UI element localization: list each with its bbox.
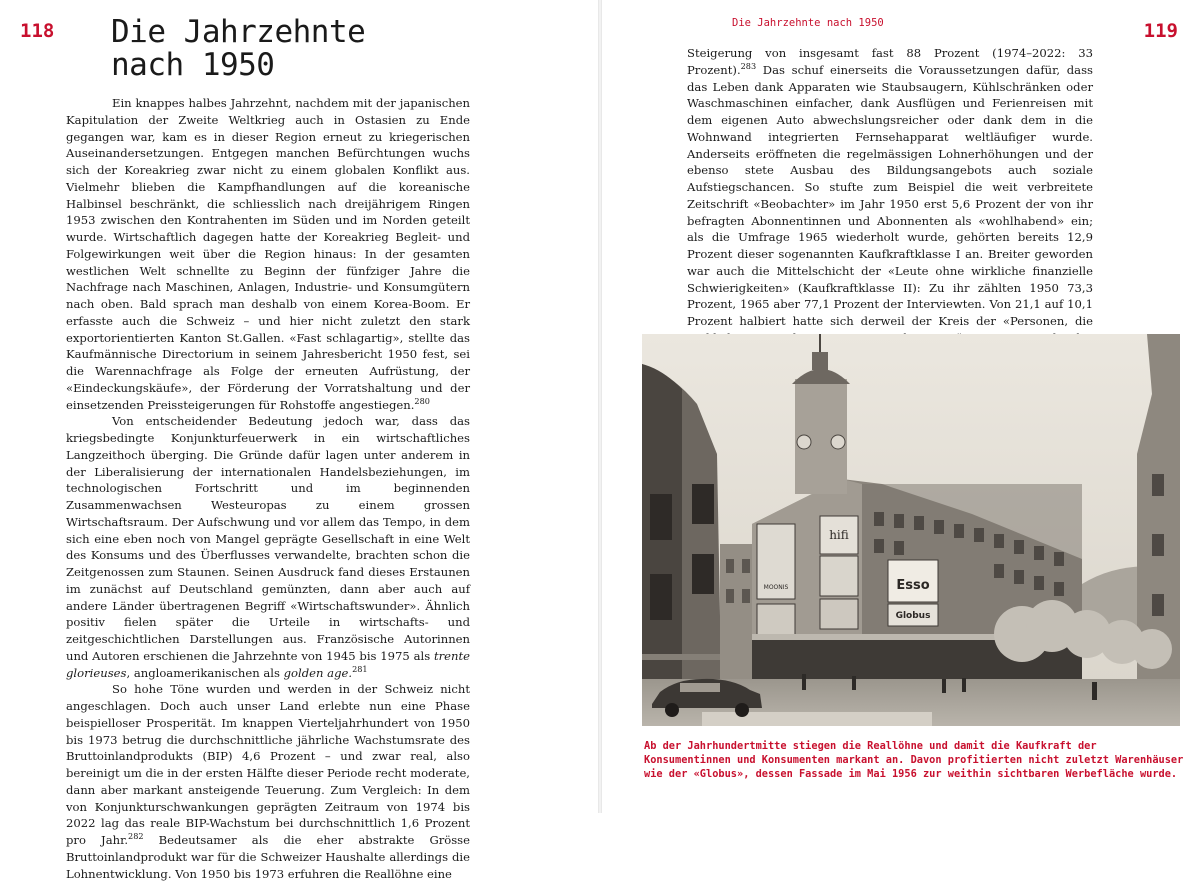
photo-bg-window [726, 589, 734, 603]
right-body-text [687, 45, 1093, 363]
paragraph-2-text-a: Von entscheidender Bedeutung jedoch war, dass das kriegsbedingte Konjunkturfeuerwerk in ein wirtschaftliches Langzeithoch überging. Die Gründe dafür lagen unter anderem in der Liberalisierung der internationalen Handelsbeziehungen, im technologischen Fortschritt und im beginnenden Zusammenwachsen Westeuropas zu einem grossen Wirtschaftsraum. Der Aufschwung und vor allem das Tempo, in dem sich eine eben noch von Mangel geprägte Gesellschaft in eine Welt des Konsums und des Überflusses verwandelte, brachten schon die Zeitgenossen zum Staunen. Seinen Ausdruck fand dieses Erstaunen im zunächst auf Deutschland gemünzten, dann aber auch auf andere Länder übertragenen Begriff «Wirtschaftswunder». Ähnlich positiv fielen später die Urteile in wirtschafts- und zeitgeschichtlichen Darstellungen aus. Französische Autorinnen und Autoren erschienen die Jahrzehnte von 1945 bis 1975 als [66, 414, 470, 663]
paragraph-2 [66, 413, 470, 681]
photo-sign-globus: Globus [895, 611, 931, 621]
left-body-text [66, 95, 470, 882]
photo-bg-window [742, 559, 750, 573]
paragraph-3 [66, 681, 470, 882]
running-head: Die Jahrzehnte nach 1950 [732, 17, 884, 29]
paragraph-1-text: Ein knappes halbes Jahrzehnt, nachdem mit der japanischen Kapitulation der Zweite Weltkrieg auch in Ostasien zu Ende gegangen war, kam es in dieser Region erneut zu kriegerischen Auseinandersetzungen. Entgegen manchen Befürchtungen wuchs sich der Koreakrieg zwar nicht zu einem globalen Konflikt aus. Vielmehr blieben die Kampfhandlungen auf die koreanische Halbinsel beschränkt, die schliesslich nach dreijährigem Ringen 1953 zwischen den Kontrahenten im Süden und im Norden geteilt wurde. Wirtschaftlich dagegen hatte der Koreakrieg Begleit- und Folgewirkungen weit über die Region hinaus: In der gesamten westlichen Welt schnellte zu Beginn der fünfziger Jahre die Nachfrage nach Maschinen, Anlagen, Industrie- und Konsumgütern nach oben. Bald sprach man deshalb von einem Korea-Boom. Er erfasste auch die Schweiz – und hier nicht zuletzt den stark exportorientierten Kanton St.Gallen. «Fast schlagartig», stellte das Kaufmännische Directorium in seinem Jahresbericht 1950 fest, sei die Warennachfrage als Folge der erneuten Aufrüstung, der «Eindeckungskäufe», der Förderung der Vorratshaltung und der einsetzenden Preissteigerungen für Rohstoffe angestiegen. [66, 96, 470, 412]
page-number-right: 119 [1143, 20, 1178, 42]
paragraph-2-italic-1: trente glorieuses [66, 648, 470, 680]
footnote-ref-280[interactable]: 280 [414, 395, 430, 406]
photo-sign-moonis: MOONIS [763, 584, 789, 591]
historic-street-photo [642, 334, 1180, 726]
page-number-left: 118 [20, 20, 55, 42]
photo-caption: Ab der Jahrhundertmitte stiegen die Reallöhne und damit die Kaufkraft der Konsumentinnen und Konsumenten markant an. Davon profitierten nicht zuletzt Warenhäuser wie der «Globus», dessen Fassade im Mai 1956 zur weithin sichtbaren Werbefläche wurde. [644, 740, 1184, 780]
photo-sign-hifi: hifi [829, 528, 849, 542]
footnote-ref-283[interactable]: 283 [740, 60, 757, 71]
footnote-ref-282[interactable]: 282 [128, 831, 144, 842]
photo-bg-window [742, 589, 750, 603]
left-page [0, 0, 598, 881]
continuation-text-b: Das schuf einerseits die Voraussetzungen dafür, dass das Leben dank Apparaten wie Staubsaugern, Kühlschränken oder Waschmaschinen einfacher, dank Ausflügen und Ferienreisen mit dem eigenen Auto abwechslungsreicher oder dank dem in die Wohnwand integrierten Fernsehapparat weltläufiger wurde. Anderseits eröffneten die regelmässigen Lohnerhöhungen und der ebenso stete Ausbau des Bildungsangebots auch soziale Aufstiegschancen. So stufte zum Beispiel die weit verbreitete Zeitschrift «Beobachter» im Jahr 1950 erst 5,6 Prozent der von ihr befragten Abonnentinnen und Abonnenten als «wohlhabend» ein; als die Umfrage 1965 wiederholt wurde, gehörten bereits 12,9 Prozent dieser sogenannten Kaufkraftklasse I an. Breiter geworden war auch die Mittelschicht der «Leute ohne wirkliche finanzielle Schwierigkeiten» (Kaufkraftklasse II): Zu ihr zählten 1950 73,3 Prozent, 1965 aber 77,1 Prozent der Interviewten. Von 21,1 auf 10,1 Prozent halbiert hatte sich derweil der Kreis der «Personen, die [687, 62, 1093, 328]
paragraph-3-text: So hohe Töne wurden und werden in der Schweiz nicht angeschlagen. Doch auch unser Land erlebte nun eine Phase beispielloser Prosperität. Im knappen Vierteljahrhundert von 1950 bis 1973 betrug die durchschnittliche jährliche Wachstumsrate des Bruttoinlandprodukts (BIP) 4,6 Prozent – und zwar real, also bereinigt um die in der ersten Hälfte dieser Periode recht moderate, dann aber markant ansteigende Teuerung. Zum Vergleich: In dem von Konjunkturschwankungen geprägten Zeitraum von 1974 bis 2022 lag das reale BIP-Wachstum bei durchschnittlich 1,6 Prozent pro Jahr. [66, 682, 470, 847]
paragraph-3-text-b: Bedeutsamer als die eher abstrakte Grösse Bruttoinlandprodukt war für die Schweizer Haushalte allerdings die Lohnentwicklung. Von 1950 bis 1973 erfuhren die Reallöhne eine [66, 833, 470, 881]
right-page [602, 0, 1200, 813]
paragraph-1 [66, 95, 470, 413]
chapter-title-line-2: nach 1950 [111, 47, 275, 83]
paragraph-2-text-b: , angloamerikanischen als [126, 665, 284, 680]
chapter-title [111, 16, 511, 82]
paragraph-2-italic-2: golden age. [283, 665, 353, 680]
continuation-paragraph [687, 45, 1093, 363]
footnote-ref-281[interactable]: 281 [352, 663, 368, 674]
photo-sign-esso: Esso [896, 578, 930, 593]
continuation-text-a: Steigerung von insgesamt fast 88 Prozent (1974–2022: 33 Prozent). [687, 46, 1093, 77]
photo-bg-window [726, 559, 734, 573]
chapter-title-line-1: Die Jahrzehnte [111, 14, 366, 50]
